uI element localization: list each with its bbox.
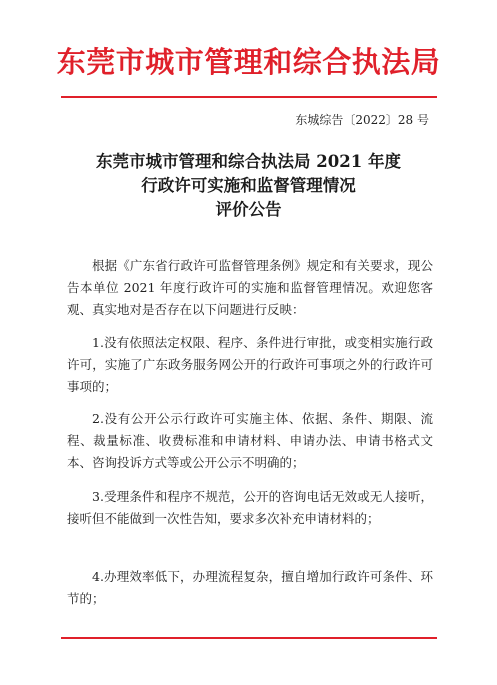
item-paragraph-4: 4.办理效率低下，办理流程复杂，擅自增加行政许可条件、环节的； — [67, 569, 433, 606]
item-paragraph-3: 3.受理条件和程序不规范，公开的咨询电话无效或无人接听，接听但不能做到一次性告知，要求多次补充申请材料的； — [67, 489, 433, 526]
masthead-divider — [61, 96, 437, 98]
document-number: 东城综告〔2022〕28 号 — [295, 113, 429, 127]
intro-paragraph: 根据《广东省行政许可监督管理条例》规定和有关要求，现公告本单位 2021 年度行政许可的实施和监督管理情况。欢迎您客观、真实地对是否存在以下问题进行反映： — [67, 258, 433, 317]
footer-divider — [61, 637, 437, 639]
notice-title-line-3: 评价公告 — [215, 200, 282, 219]
masthead-title: 东莞市城市管理和综合执法局 — [56, 45, 441, 79]
item-paragraph-2: 2.没有公开公示行政许可实施主体、依据、条件、期限、流程、裁量标准、收费标准和申请材料、申请办法、申请书格式文本、咨询投诉方式等或公开公示不明确的； — [67, 411, 433, 470]
notice-title-line-2: 行政许可实施和监督管理情况 — [141, 176, 356, 195]
notice-title-line-1: 东莞市城市管理和综合执法局 2021 年度 — [96, 152, 401, 171]
item-paragraph-1: 1.没有依照法定权限、程序、条件进行审批，或变相实施行政许可，实施了广东政务服务网公开的行政许可事项之外的行政许可事项的； — [67, 335, 433, 394]
